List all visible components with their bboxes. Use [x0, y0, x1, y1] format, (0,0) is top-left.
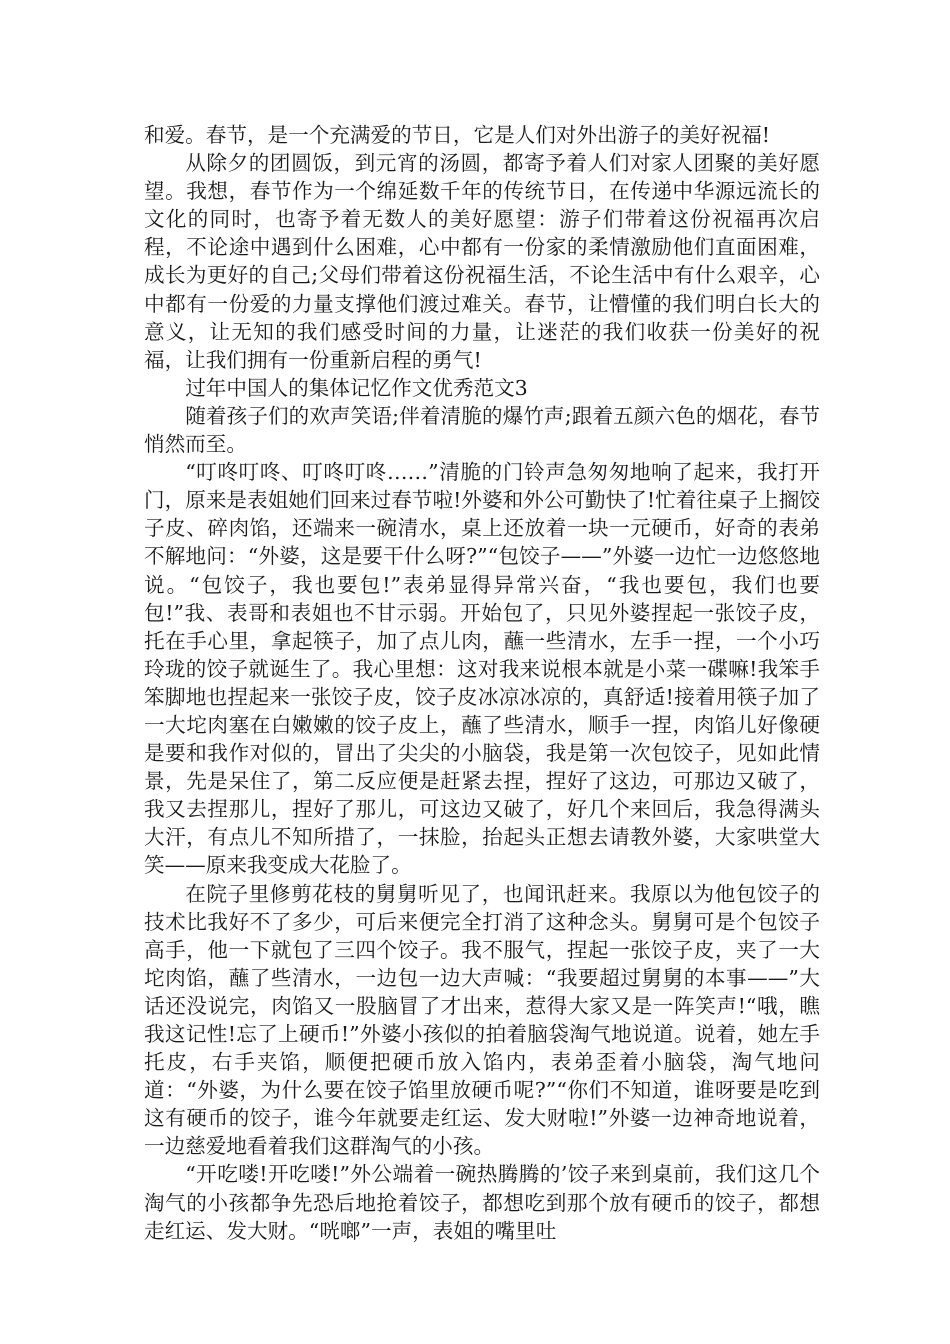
paragraph-eating-dumplings: “开吃喽!开吃喽!”外公端着一碗热腾腾的’饺子来到桌前，我们这几个淘气的小孩都争先恐后地抢着饺子，都想吃到那个放有硬币的饺子，都想走红运、发大财。“咣啷”一声，表姐的嘴里吐: [144, 1162, 820, 1243]
document-page: [144, 121, 820, 1245]
paragraph-making-dumplings: “叮咚叮咚、叮咚叮咚……”清脆的门铃声急匆匆地响了起来，我打开门，原来是表姐她们回来过春节啦!外婆和外公可勤快了!忙着往桌子上搁饺子皮、碎肉馅，还端来一碗清水，桌上还放着一块一元硬币，好奇的表弟不解地问：“外婆，这是要干什么呀?”“包饺子——”外婆一边忙一边悠悠地说。“包饺子，我也要包!”表弟显得异常兴奋，“我也要包，我们也要包!”我、表哥和表姐也不甘示弱。开始包了，只见外婆捏起一张饺子皮，托在手心里，拿起筷子，加了点儿肉，蘸一些清水，左手一捏，一个小巧玲珑的饺子就诞生了。我心里想：这对我来说根本就是小菜一碟嘛!我笨手笨脚地也捏起来一张饺子皮，饺子皮冰凉冰凉的，真舒适!接着用筷子加了一大坨肉塞在白嫩嫩的饺子皮上，蘸了些清水，顺手一捏，肉馅儿好像硬是要和我作对似的，冒出了尖尖的小脑袋，我是第一次包饺子，见如此情景，先是呆住了，第二反应便是赶紧去捏，捏好了这边，可那边又破了，我又去捏那儿，捏好了那儿，可这边又破了，好几个来回后，我急得满头大汗，有点儿不知所措了，一抹脸，抬起头正想去请教外婆，大家哄堂大笑——原来我变成大花脸了。: [144, 460, 820, 878]
essay-heading: 过年中国人的集体记忆作文优秀范文3: [185, 375, 528, 400]
paragraph-opening-continuation: 和爱。春节，是一个充满爱的节日，它是人们对外出游子的美好祝福!: [144, 123, 771, 147]
paragraph-festival-arrives: 随着孩子们的欢声笑语;伴着清脆的爆竹声;跟着五颜六色的烟花，春节悄然而至。: [144, 403, 820, 457]
paragraph-uncle-and-coin: 在院子里修剪花枝的舅舅听见了，也闻讯赶来。我原以为他包饺子的技术比我好不了多少，可后来便完全打消了这种念头。舅舅可是个包饺子高手，他一下就包了三四个饺子。我不服气，捏起一张饺子皮，夹了一大坨肉馅，蘸了些清水，一边包一边大声喊：“我要超过舅舅的本事——”大话还没说完，肉馅又一股脑冒了才出来，惹得大家又是一阵笑声!“哦，瞧我这记性!忘了上硬币!”外婆小孩似的拍着脑袋淘气地说道。说着，她左手托皮，右手夹馅，顺便把硬币放入馅内，表弟歪着小脑袋，淘气地问道：“外婆，为什么要在饺子馅里放硬币呢?”“你们不知道，谁呀要是吃到这有硬币的饺子，谁今年就要走红运、发大财啦!”外婆一边神奇地说着，一边慈爱地看着我们这群淘气的小孩。: [144, 881, 820, 1159]
paragraph-spring-festival-wishes: 从除夕的团圆饭，到元宵的汤圆，都寄予着人们对家人团聚的美好愿望。我想，春节作为一个绵延数千年的传统节日，在传递中华源远流长的文化的同时，也寄予着无数人的美好愿望：游子们带着这份祝福再次启程，不论途中遇到什么困难，心中都有一份家的柔情激励他们直面困难，成长为更好的自己;父母们带着这份祝福生活，不论生活中有什么艰辛，心中都有一份爱的力量支撑他们渡过难关。春节，让懵懂的我们明白长大的意义，让无知的我们感受时间的力量，让迷茫的我们收获一份美好的祝福，让我们拥有一份重新启程的勇气!: [144, 151, 820, 372]
